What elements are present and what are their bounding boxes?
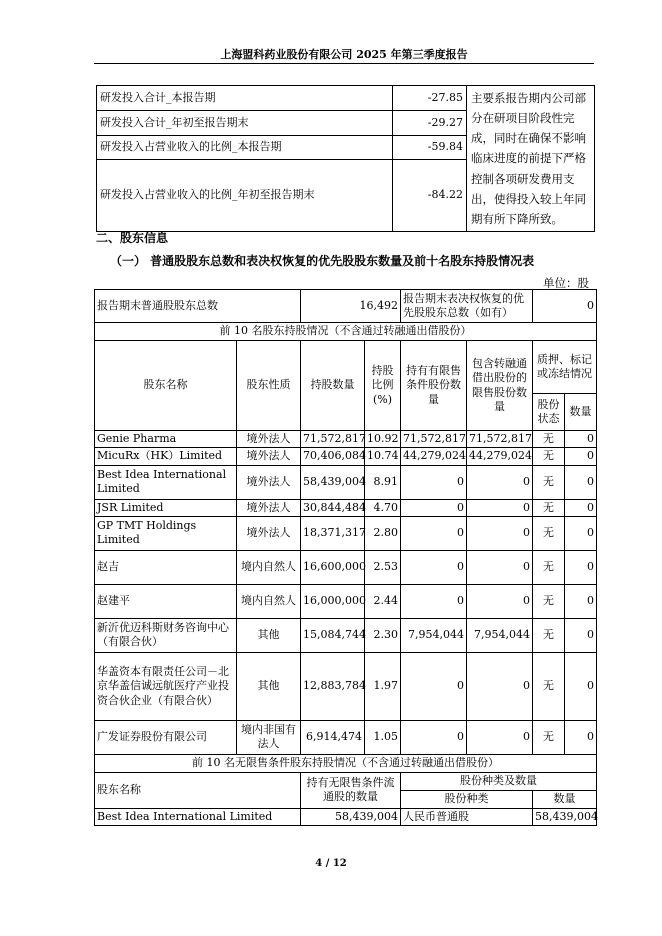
col-header-pledge: 质押、标记或冻结情况: [533, 341, 597, 394]
shareholder-nature: 境内自然人: [237, 550, 301, 584]
holding-ratio: 2.80: [365, 516, 401, 550]
shareholder-nature: 境内非国有法人: [237, 720, 301, 754]
col-header-type-qty: 数量: [533, 790, 597, 808]
col-header-qty: 数量: [565, 394, 597, 431]
col-header-name: 股东名称: [95, 772, 301, 808]
shareholder-name: 广发证券股份有限公司: [95, 720, 237, 754]
shareholder-name: MicuRx（HK）Limited: [95, 448, 237, 465]
pledge-status: 无: [533, 652, 565, 720]
table-row: [95, 465, 597, 499]
common-holders-value: 16,492: [301, 290, 401, 323]
col-header-lending: 包含转融通借出股份的限售股份数量: [467, 341, 533, 431]
shareholder-nature: 其他: [237, 652, 301, 720]
shareholders-table: [94, 289, 597, 826]
header-row: [95, 772, 597, 790]
page-number: 4 / 12: [315, 858, 347, 869]
pledge-qty: 0: [565, 550, 597, 584]
lending-restricted-shares: 0: [467, 550, 533, 584]
pledge-status: 无: [533, 516, 565, 550]
shareholder-name: Genie Pharma: [95, 431, 237, 448]
restricted-shares: 0: [401, 652, 467, 720]
rd-value: -29.27: [393, 110, 467, 135]
shares-held: 30,844,484: [301, 499, 365, 516]
shareholder-nature: 境外法人: [237, 499, 301, 516]
rd-value: -59.84: [393, 135, 467, 160]
lending-restricted-shares: 0: [467, 516, 533, 550]
restricted-shares: 0: [401, 584, 467, 618]
shares-held: 70,406,084: [301, 448, 365, 465]
restricted-shares: 7,954,044: [401, 618, 467, 652]
pledge-qty: 0: [565, 652, 597, 720]
lending-restricted-shares: 0: [467, 720, 533, 754]
shares-held: 12,883,784: [301, 652, 365, 720]
lending-restricted-shares: 0: [467, 652, 533, 720]
top10-title: 前 10 名股东持股情况（不含通过转融通出借股份）: [95, 323, 597, 341]
pledge-qty: 0: [565, 448, 597, 465]
table-row: [97, 86, 595, 111]
holding-ratio: 1.97: [365, 652, 401, 720]
table-row: [95, 584, 597, 618]
lending-restricted-shares: 71,572,817: [467, 431, 533, 448]
shareholder-nature: 境外法人: [237, 431, 301, 448]
table-row: [95, 499, 597, 516]
rd-value: -84.22: [393, 160, 467, 232]
lending-restricted-shares: 0: [467, 465, 533, 499]
col-header-restricted: 持有有限售条件股份数量: [401, 341, 467, 431]
table-row: [95, 431, 597, 448]
lending-restricted-shares: 7,954,044: [467, 618, 533, 652]
holding-ratio: 2.53: [365, 550, 401, 584]
shares-held: 6,914,474: [301, 720, 365, 754]
shareholder-name: 华盖资本有限责任公司－北京华盖信诚远航医疗产业投资合伙企业（有限合伙）: [95, 652, 237, 720]
header-row: [95, 341, 597, 394]
col-header-nature: 股东性质: [237, 341, 301, 431]
pledge-status: 无: [533, 550, 565, 584]
unrestricted-count: 58,439,004: [301, 808, 401, 825]
pledge-status: 无: [533, 465, 565, 499]
section-title: 二、股东信息: [96, 231, 169, 245]
pledge-qty: 0: [565, 584, 597, 618]
rd-value: -27.85: [393, 86, 467, 111]
shareholder-nature: 境外法人: [237, 448, 301, 465]
pledge-status: 无: [533, 431, 565, 448]
common-holders-label: 报告期末普通股股东总数: [95, 290, 301, 323]
shareholder-nature: 境外法人: [237, 516, 301, 550]
col-header-shares: 持股数量: [301, 341, 365, 431]
pledge-status: 无: [533, 720, 565, 754]
holding-ratio: 4.70: [365, 499, 401, 516]
rd-note: 主要系报告期内公司部分在研项目阶段性完成，同时在确保不影响临床进度的前提下严格控制各项研发费用支出，使得投入较上年同期有所下降所致。: [467, 86, 595, 232]
col-header-ratio: 持股比例(%): [365, 341, 401, 431]
lending-restricted-shares: 0: [467, 499, 533, 516]
shares-held: 15,084,744: [301, 618, 365, 652]
col-header-type: 股份种类: [401, 790, 533, 808]
share-type-qty: 58,439,004: [533, 808, 597, 825]
col-header-status: 股份状态: [533, 394, 565, 431]
rd-label: 研发投入占营业收入的比例_本报告期: [97, 135, 393, 160]
holding-ratio: 1.05: [365, 720, 401, 754]
col-header-unrestricted-count: 持有无限售条件流通股的数量: [301, 772, 401, 808]
table-row: [95, 652, 597, 720]
pledge-status: 无: [533, 584, 565, 618]
pledge-qty: 0: [565, 516, 597, 550]
shareholder-name: Best Idea International Limited: [95, 808, 301, 825]
pledge-status: 无: [533, 618, 565, 652]
unit-label: 单位：股: [543, 276, 589, 290]
pref-holders-label: 报告期末表决权恢复的优先股股东总数（如有）: [401, 290, 533, 323]
table-row: [95, 516, 597, 550]
table-row: [95, 550, 597, 584]
table-row: [95, 720, 597, 754]
restricted-shares: 0: [401, 550, 467, 584]
holding-ratio: 2.44: [365, 584, 401, 618]
shares-held: 16,000,000: [301, 584, 365, 618]
shareholder-nature: 境内自然人: [237, 584, 301, 618]
holding-ratio: 10.92: [365, 431, 401, 448]
restricted-shares: 71,572,817: [401, 431, 467, 448]
lending-restricted-shares: 0: [467, 584, 533, 618]
share-type: 人民币普通股: [401, 808, 533, 825]
rd-label: 研发投入占营业收入的比例_年初至报告期末: [97, 160, 393, 232]
restricted-shares: 0: [401, 720, 467, 754]
header-divider: [94, 63, 594, 64]
pledge-status: 无: [533, 499, 565, 516]
rd-label: 研发投入合计_本报告期: [97, 86, 393, 111]
shares-held: 18,371,317: [301, 516, 365, 550]
restricted-shares: 44,279,024: [401, 448, 467, 465]
pledge-qty: 0: [565, 618, 597, 652]
pledge-qty: 0: [565, 431, 597, 448]
shareholder-name: 新沂优迈科斯财务咨询中心（有限合伙）: [95, 618, 237, 652]
section-subtitle: （一） 普通股股东总数和表决权恢复的优先股股东数量及前十名股东持股情况表: [110, 254, 535, 268]
shareholder-name: 赵建平: [95, 584, 237, 618]
shares-held: 58,439,004: [301, 465, 365, 499]
table-row: [95, 448, 597, 465]
restricted-shares: 0: [401, 499, 467, 516]
rd-ratio-table: [96, 85, 595, 232]
summary-row: [95, 290, 597, 323]
lending-restricted-shares: 44,279,024: [467, 448, 533, 465]
unrestricted-title: 前 10 名无限售条件股东持股情况（不含通过转融通出借股份）: [95, 754, 597, 772]
holding-ratio: 10.74: [365, 448, 401, 465]
col-header-type-group: 股份种类及数量: [401, 772, 597, 790]
pledge-qty: 0: [565, 465, 597, 499]
shares-held: 71,572,817: [301, 431, 365, 448]
shareholder-name: JSR Limited: [95, 499, 237, 516]
pref-holders-value: 0: [533, 290, 597, 323]
shareholder-name: GP TMT Holdings Limited: [95, 516, 237, 550]
shares-held: 16,600,000: [301, 550, 365, 584]
rd-label: 研发投入合计_年初至报告期末: [97, 110, 393, 135]
restricted-shares: 0: [401, 516, 467, 550]
shareholder-name: Best Idea International Limited: [95, 465, 237, 499]
shareholder-nature: 境外法人: [237, 465, 301, 499]
pledge-status: 无: [533, 448, 565, 465]
table-row: [95, 808, 597, 825]
restricted-shares: 0: [401, 465, 467, 499]
table-row: [95, 618, 597, 652]
holding-ratio: 2.30: [365, 618, 401, 652]
col-header-name: 股东名称: [95, 341, 237, 431]
shareholder-name: 赵吉: [95, 550, 237, 584]
holding-ratio: 8.91: [365, 465, 401, 499]
pledge-qty: 0: [565, 720, 597, 754]
pledge-qty: 0: [565, 499, 597, 516]
page-header: 上海盟科药业股份有限公司 2025 年第三季度报告: [220, 48, 468, 61]
shareholder-nature: 其他: [237, 618, 301, 652]
